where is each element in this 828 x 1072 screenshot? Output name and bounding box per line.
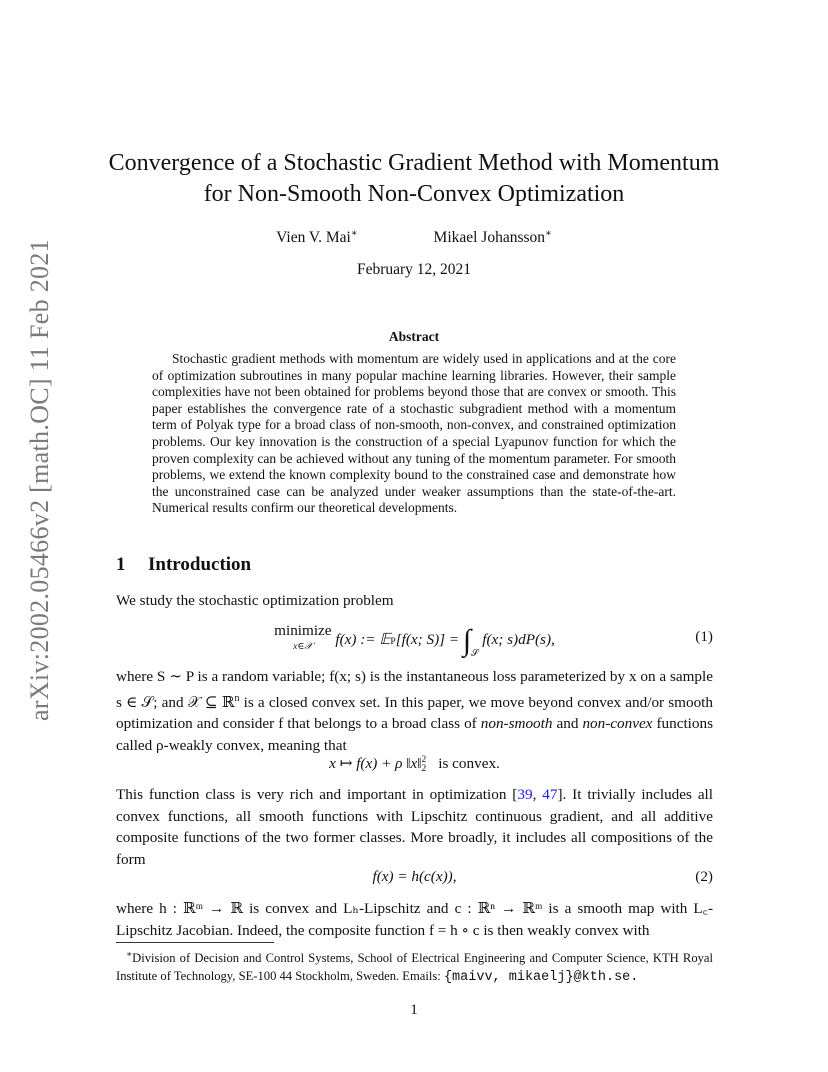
intro-sentence: We study the stochastic optimization problem (116, 592, 394, 609)
citation-47[interactable]: 47 (542, 786, 558, 803)
equation-1 (116, 624, 713, 664)
citation-39[interactable]: 39 (517, 786, 533, 803)
abstract-text: Stochastic gradient methods with momentum are widely used in applications and at the core of optimization subroutines in many popular machine learning libraries. However, their sample complexities have not been obtained for problems beyond those that are convex or smooth. This paper establishes the convergence rate of a stochastic subgradient method with a momentum term of Polyak type for a broad class of non-smooth, non-convex, and constrained optimization problems. Our key innovation is the construction of a special Lyapunov function for which the proven complexity can be achieved without any tuning of the momentum parameter. For smooth problems, we extend the known complexity bound to the constrained case and demonstrate how the unconstrained case can be analyzed under weaker assumptions than the state-of-the-art. Numerical results confirm our theoretical developments. (152, 351, 676, 516)
weak-convexity-equation: x ↦ f(x) + ρ ‖x‖2 2 is convex. (329, 754, 500, 774)
paragraph-2: where S ∼ P is a random variable; f(x; s) is the instantaneous loss parameterized by x on a sample s ∈ 𝒮; and 𝒳 ⊆ ℝ$^n$ is a closed convex set. In this paper, we move beyond convex and/or smooth optimization and consider f that belongs to a broad class of non-smooth and non-convex functions called ρ-weakly convex, meaning that (116, 668, 713, 754)
author-emails: {maivv, mikaelj}@kth.se. (443, 969, 639, 985)
page-number: 1 (410, 1002, 418, 1018)
footnote: ∗Division of Decision and Control Systems, School of Electrical Engineering and Computer Science, KTH Royal Institute of Technology, SE-100 44 Stockholm, Sweden. Emails: {maivv, mikaelj}@kth.se. (116, 949, 713, 985)
equation-1-body: minimize x∈𝒳 f(x) := 𝔼P[f(x; $S)] = \int_𝒮$ f(x; s)dP(s), (274, 622, 555, 659)
equation-1-number: (1) (695, 628, 713, 645)
title-line-1: Convergence of a Stochastic Gradient Method with Momentum (108, 150, 720, 176)
author-1: Vien V. Mai∗ (276, 228, 358, 247)
abstract-heading: Abstract (388, 329, 440, 344)
section-number: 1 (116, 554, 126, 575)
title-line-2: for Non-Smooth Non-Convex Optimization (203, 181, 625, 207)
section-title: Introduction (148, 554, 252, 575)
paragraph-3: This function class is very rich and important in optimization [39, 47]. It trivially includes all convex functions, all smooth functions with Lipschitz continuous gradient, and all additive composite functions of the two former classes. More broadly, it includes all compositions of the form (116, 786, 713, 868)
author-list (100, 228, 728, 247)
author-2: Mikael Johansson∗ (433, 228, 552, 247)
paper-title (100, 148, 728, 210)
paragraph-4: where h : ℝᵐ → ℝ is convex and Lₕ-Lipschitz and c : ℝⁿ → ℝᵐ is a smooth map with L꜀-Lipschitz Jacobian. Indeed, the composite function f = h ∘ c is then weakly convex with (116, 900, 713, 939)
arxiv-sidebar (20, 239, 60, 721)
equation-2-number: (2) (695, 868, 713, 885)
arxiv-identifier: arXiv:2002.05466v2 [math.OC] 11 Feb 2021 (25, 239, 54, 721)
equation-2-body: f(x) = h(c(x)), (372, 868, 457, 885)
equation-2 (116, 868, 713, 890)
section-heading (116, 554, 251, 576)
paper-date: February 12, 2021 (356, 261, 472, 278)
footnote-rule (116, 942, 274, 943)
